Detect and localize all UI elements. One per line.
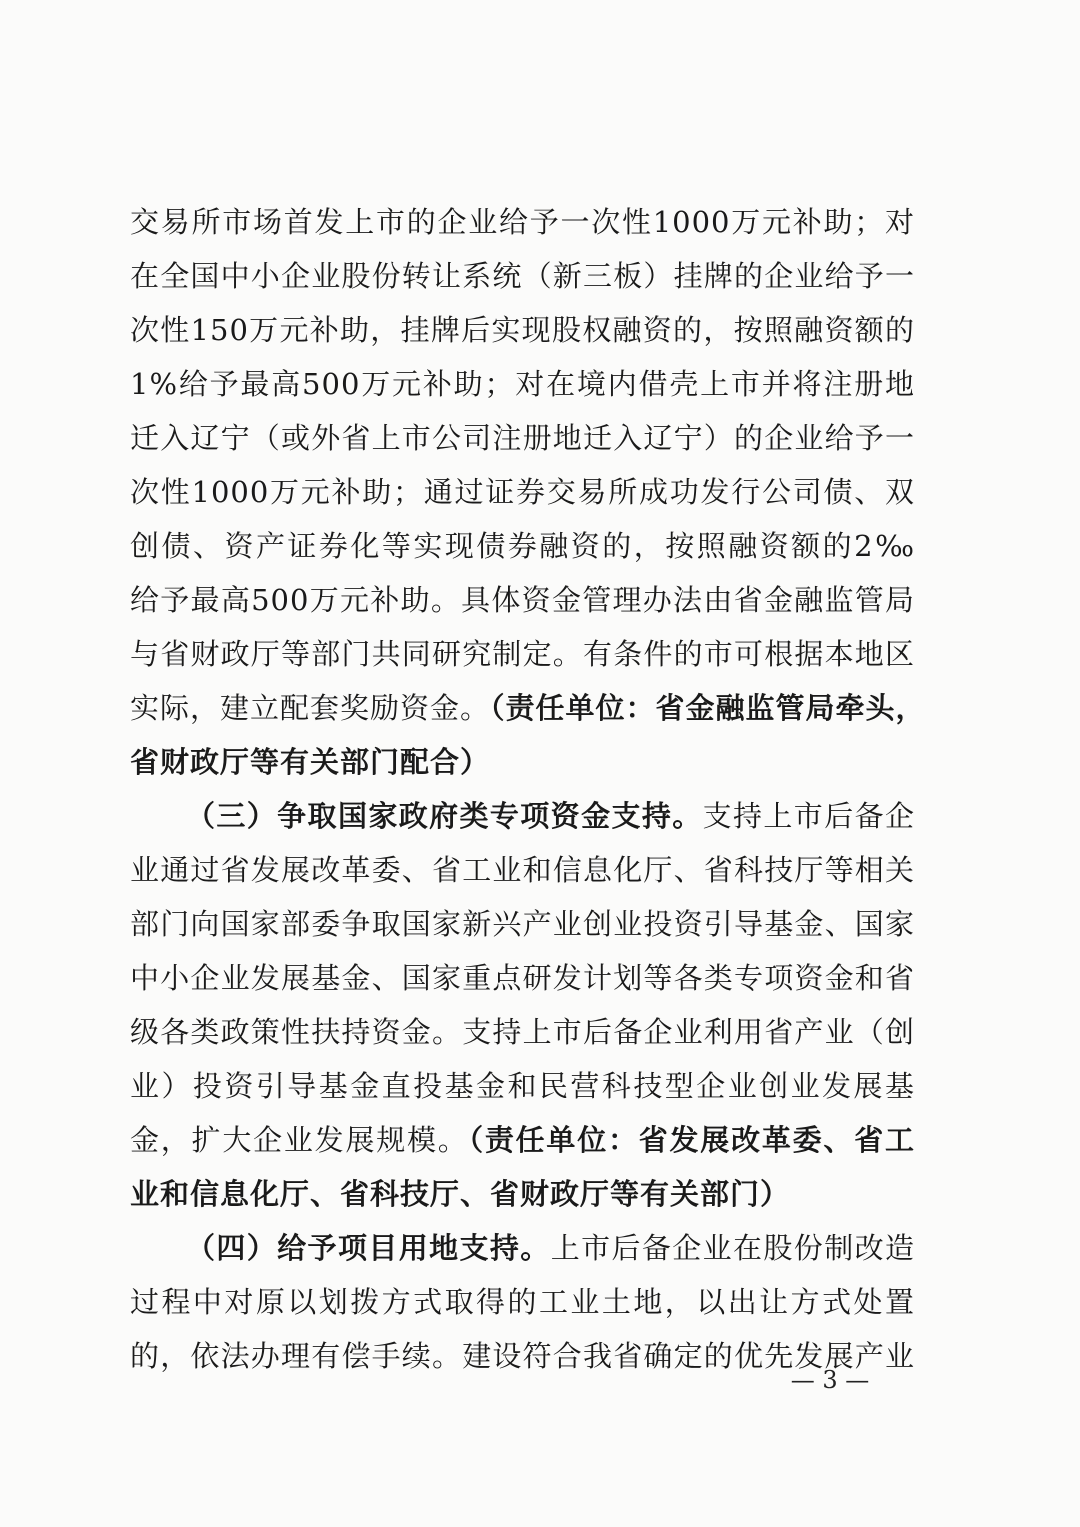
- text-line: [130, 249, 915, 303]
- text-line: [130, 411, 915, 465]
- text-segment: 级各类政策性扶持资金。支持上市后备企业利用省产业（创: [130, 1015, 915, 1049]
- text-segment: 在全国中小企业股份转让系统（新三板）挂牌的企业给予一: [130, 259, 915, 293]
- bold-text-segment: （责任单位：省发展改革委、省工: [468, 1123, 915, 1157]
- text-line: [130, 789, 915, 843]
- document-body: [130, 195, 926, 1383]
- text-line: [130, 573, 915, 627]
- text-segment: 创债、资产证券化等实现债券融资的，按照融资额的2‰: [130, 529, 915, 563]
- text-segment: 中小企业发展基金、国家重点研发计划等各类专项资金和省: [130, 961, 915, 995]
- text-line: [130, 303, 915, 357]
- text-segment: 次性150万元补助，挂牌后实现股权融资的，按照融资额的: [130, 313, 915, 347]
- text-segment: 交易所市场首发上市的企业给予一次性1000万元补助；对: [130, 205, 915, 239]
- text-line: [130, 1221, 915, 1275]
- text-segment: 上市后备企业在股份制改造: [550, 1231, 915, 1265]
- text-segment: 金，扩大企业发展规模。: [130, 1123, 469, 1157]
- text-segment: 1%给予最高500万元补助；对在境内借壳上市并将注册地: [130, 367, 915, 401]
- text-segment: 实际，建立配套奖励资金。: [130, 691, 491, 725]
- text-segment: 与省财政厅等部门共同研究制定。有条件的市可根据本地区: [130, 637, 915, 671]
- text-line: [130, 357, 915, 411]
- text-segment: 迁入辽宁（或外省上市公司注册地迁入辽宁）的企业给予一: [130, 421, 915, 455]
- bold-text-segment: （四）给予项目用地支持。: [186, 1231, 551, 1265]
- bold-text-segment: 业和信息化厅、省科技厅、省财政厅等有关部门）: [130, 1177, 791, 1211]
- bold-text-segment: 省财政厅等有关部门配合）: [130, 745, 491, 779]
- text-line: [130, 951, 915, 1005]
- text-line: [130, 1113, 915, 1167]
- text-line: [130, 1167, 915, 1221]
- text-line: [130, 465, 915, 519]
- bold-text-segment: （三）争取国家政府类专项资金支持。: [186, 799, 703, 833]
- page-number: — 3 —: [790, 1366, 870, 1394]
- text-segment: 的，依法办理有偿手续。建设符合我省确定的优先发展产业: [130, 1339, 915, 1373]
- text-line: [130, 627, 915, 681]
- text-line: [130, 681, 926, 735]
- text-line: [130, 735, 915, 789]
- text-segment: 次性1000万元补助；通过证券交易所成功发行公司债、双: [130, 475, 915, 509]
- text-segment: 过程中对原以划拨方式取得的工业土地，以出让方式处置: [130, 1285, 915, 1319]
- text-segment: 业通过省发展改革委、省工业和信息化厅、省科技厅等相关: [130, 853, 915, 887]
- text-line: [130, 897, 915, 951]
- text-line: [130, 843, 915, 897]
- text-segment: 给予最高500万元补助。具体资金管理办法由省金融监管局: [130, 583, 915, 617]
- bold-text-segment: （责任单位：省金融监管局牵头，: [490, 691, 926, 725]
- text-line: [130, 195, 915, 249]
- text-segment: 部门向国家部委争取国家新兴产业创业投资引导基金、国家: [130, 907, 915, 941]
- text-segment: 业）投资引导基金直投基金和民营科技型企业创业发展基: [130, 1069, 915, 1103]
- text-line: [130, 519, 915, 573]
- text-segment: 支持上市后备企: [702, 799, 915, 833]
- text-line: [130, 1005, 915, 1059]
- text-line: [130, 1059, 915, 1113]
- text-line: [130, 1275, 915, 1329]
